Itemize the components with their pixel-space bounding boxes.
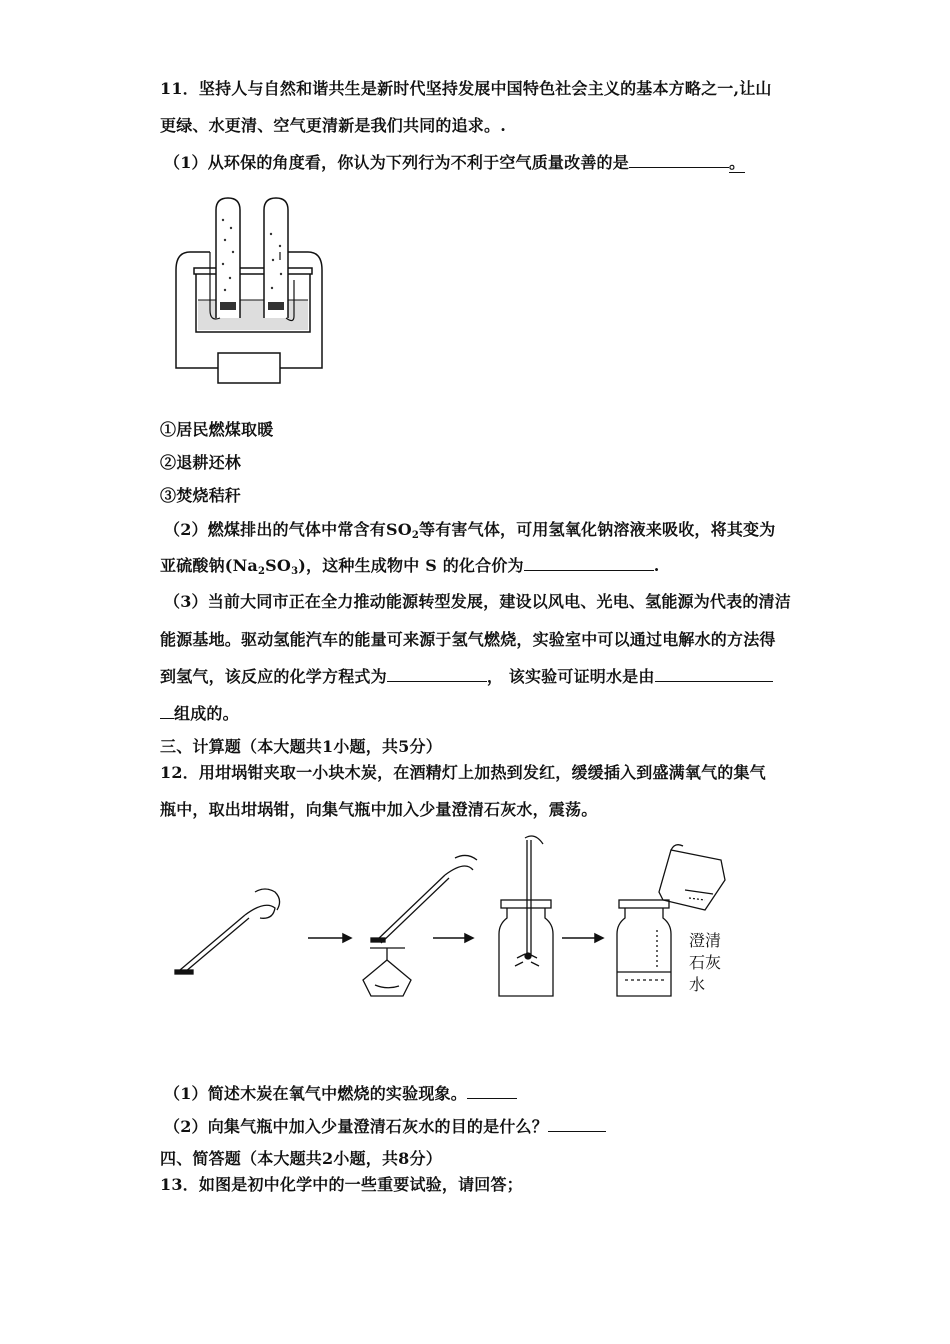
water: [198, 300, 308, 330]
electrode-left: [220, 302, 236, 310]
section-4-heading: 四、简答题（本大题共2小题，共8分）: [160, 1149, 442, 1168]
option-2: ②退耕还林: [160, 453, 242, 472]
tongs-step1: [175, 889, 280, 974]
electrode-right: [268, 302, 284, 310]
q12-line1: 12．用坩埚钳夹取一小块木炭，在酒精灯上加热到发红，缓缓插入到盛满氧气的集气: [160, 763, 766, 782]
answer-blank[interactable]: [387, 667, 487, 682]
section-3-heading: 三、计算题（本大题共1小题，共5分）: [160, 737, 442, 756]
svg-text:石灰: 石灰: [689, 953, 722, 972]
q11-sub1: （1）从环保的角度看，你认为下列行为不利于空气质量改善的是 。: [164, 153, 746, 172]
q11-sub2-line1: （2）燃煤排出的气体中常含有$SO_2$等有害气体，可用氢氧化钠溶液来吸收，将其变为: [164, 520, 776, 541]
gas-jar-limewater: [617, 900, 671, 996]
answer-blank[interactable]: [524, 556, 654, 571]
power-supply: [218, 353, 280, 383]
q11-line1: 11．坚持人与自然和谐共生是新时代坚持发展中国特色社会主义的基本方略之一,让山: [160, 79, 772, 98]
limewater-label: [689, 931, 721, 994]
answer-blank[interactable]: [655, 667, 773, 682]
tongs-step2: [371, 855, 477, 943]
q11-line2: 更绿、水更清、空气更清新是我们共同的追求。.: [160, 116, 506, 135]
q11-sub3-line2: 能源基地。驱动氢能汽车的能量可来源于氢气燃烧，实验室中可以通过电解水的方法得: [160, 630, 776, 649]
q11-sub2-line2: 亚硫酸钠$(Na_2SO_3)$，这种生成物中 S 的化合价为 .: [160, 556, 660, 577]
q11-sub3-line4: 组成的。: [160, 701, 239, 724]
trough-rim: [194, 268, 312, 274]
arrow-2: [433, 934, 473, 942]
gas-jar-burning: [499, 836, 553, 996]
q12-sub1: （1）简述木炭在氧气中燃烧的实验现象。: [164, 1081, 517, 1104]
q11-sub3-line1: （3）当前大同市正在全力推动能源转型发展，建设以风电、光电、氢能源为代表的清洁: [164, 592, 791, 611]
charcoal-experiment-figure: [165, 830, 745, 1010]
arrow-3: [562, 934, 603, 942]
option-3: ③焚烧秸秆: [160, 486, 242, 505]
answer-blank[interactable]: [629, 153, 729, 168]
option-1: ①居民燃煤取暖: [160, 420, 274, 439]
answer-blank[interactable]: [548, 1117, 606, 1132]
q13-line1: 13．如图是初中化学中的一些重要试验，请回答；: [160, 1175, 523, 1194]
answer-blank[interactable]: [467, 1084, 517, 1099]
svg-text:澄清: 澄清: [689, 931, 722, 950]
q12-line2: 瓶中，取出坩埚钳，向集气瓶中加入少量澄清石灰水，震荡。: [160, 800, 598, 819]
q11-sub3-line3: 到氢气，该反应的化学方程式为 ， 该实验可证明水是由: [160, 664, 773, 687]
q12-sub2: （2）向集气瓶中加入少量澄清石灰水的目的是什么？: [164, 1114, 606, 1137]
arrow-1: [308, 934, 351, 942]
tube-right: [264, 198, 288, 318]
answer-blank[interactable]: [160, 704, 174, 719]
electrolysis-figure: [168, 190, 348, 390]
alcohol-lamp: [363, 948, 411, 996]
svg-text:水: 水: [689, 975, 706, 994]
tube-left: [216, 198, 240, 318]
